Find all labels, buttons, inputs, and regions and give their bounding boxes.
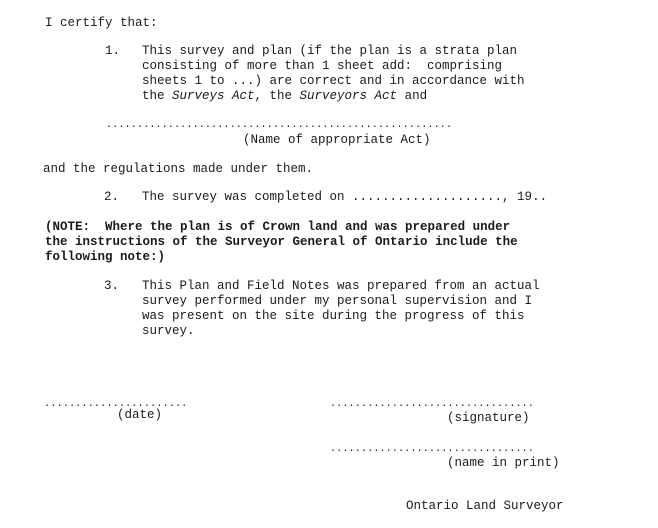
signature-blank: .................................: [330, 398, 534, 410]
item-3-line-1: This Plan and Field Notes was prepared from an actual: [142, 279, 540, 293]
item-1-line-3: sheets 1 to ...) are correct and in accordance with: [142, 74, 525, 88]
item-1-line-4: the Surveys Act, the Surveyors Act and: [142, 89, 428, 103]
name-in-print-blank: .................................: [330, 443, 534, 455]
surveys-act-name: Surveys Act: [172, 89, 255, 103]
item-1-number: 1.: [105, 44, 121, 58]
name-in-print-caption: (name in print): [447, 456, 560, 470]
act-name-caption: (Name of appropriate Act): [243, 133, 431, 147]
regulations-line: and the regulations made under them.: [43, 162, 314, 176]
surveyor-title: Ontario Land Surveyor: [406, 499, 564, 513]
item-2-text: The survey was completed on ...................., 19..: [142, 190, 548, 204]
item-1-line-2: consisting of more than 1 sheet add: comprising: [142, 59, 503, 73]
note-line-3: following note:): [45, 250, 166, 264]
item-3-line-3: was present on the site during the progress of this: [142, 309, 525, 323]
certify-intro: I certify that:: [45, 16, 158, 30]
act-name-blank: ........................................................: [106, 119, 453, 131]
item-3-number: 3.: [104, 279, 120, 293]
surveyors-act-name: Surveyors Act: [299, 89, 398, 103]
item-2-number: 2.: [104, 190, 120, 204]
note-line-2: the instructions of the Surveyor General of Ontario include the: [45, 235, 518, 249]
item-1-line-1: This survey and plan (if the plan is a strata plan: [142, 44, 518, 58]
date-caption: (date): [117, 408, 163, 422]
date-blank: .......................: [44, 398, 188, 410]
note-line-1: (NOTE: Where the plan is of Crown land and was prepared under: [45, 220, 511, 234]
item-3-line-4: survey.: [142, 324, 195, 338]
item-3-line-2: survey performed under my personal supervision and I: [142, 294, 533, 308]
signature-caption: (signature): [447, 411, 530, 425]
